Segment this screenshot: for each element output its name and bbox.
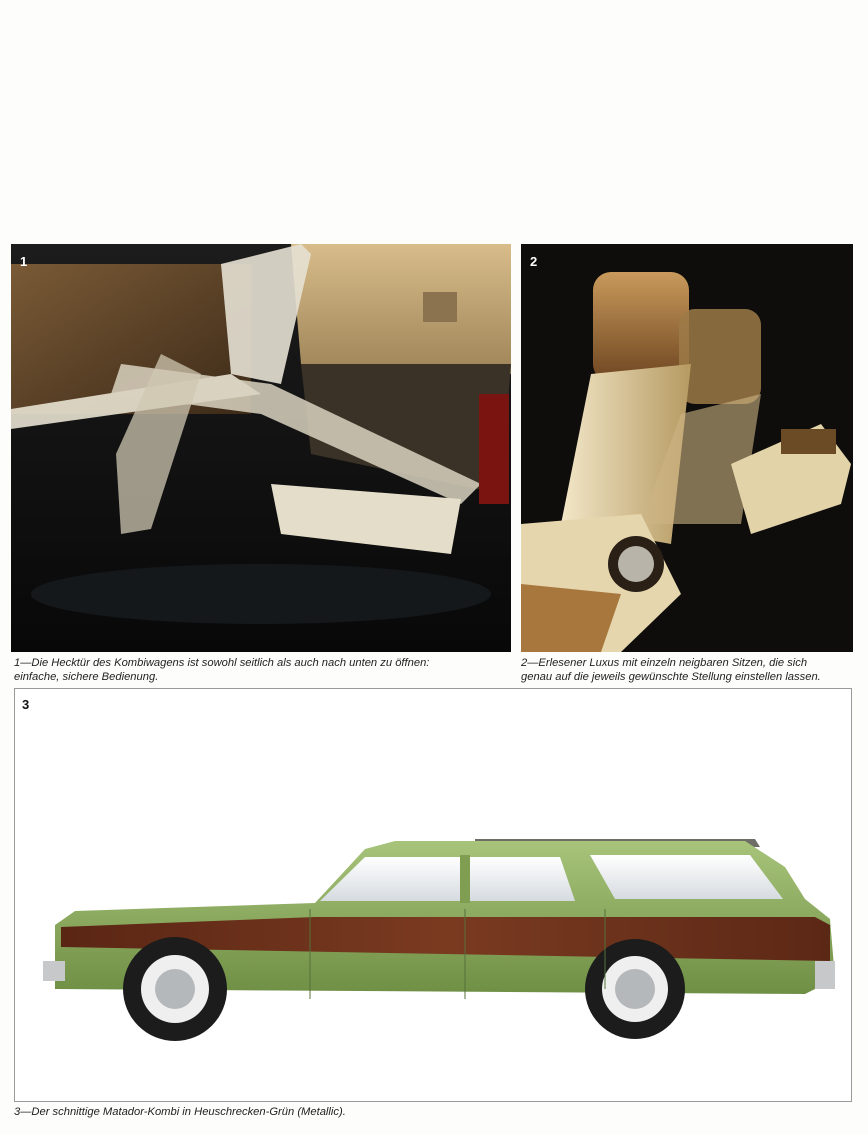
panel-number: 3 bbox=[22, 697, 30, 712]
station-wagon-photo bbox=[15, 689, 851, 1101]
photo-panel-car bbox=[14, 688, 852, 1102]
photo-panel-seats bbox=[521, 244, 853, 652]
caption-3 bbox=[14, 1105, 346, 1119]
panel-number: 2 bbox=[530, 254, 538, 269]
caption-2-line-1: 2—Erlesener Luxus mit einzeln neigbaren Sitzen, die sich bbox=[521, 657, 808, 669]
caption-1 bbox=[14, 656, 429, 684]
tailgate-photo bbox=[11, 244, 511, 652]
reclining-seats-photo bbox=[521, 244, 853, 652]
caption-1-line-1: 1—Die Hecktür des Kombiwagens ist sowohl seitlich als auch nach unten zu öffnen: bbox=[14, 657, 430, 669]
caption-3-line-1: 3—Der schnittige Matador-Kombi in Heuschrecken-Grün (Metallic). bbox=[14, 1106, 346, 1118]
panel-number: 1 bbox=[20, 254, 28, 269]
caption-2 bbox=[521, 656, 821, 684]
caption-1-line-2: einfache, sichere Bedienung. bbox=[14, 671, 159, 683]
caption-2-line-2: genau auf die jeweils gewünschte Stellung einstellen lassen. bbox=[521, 671, 821, 683]
photo-panel-tailgate bbox=[11, 244, 511, 652]
